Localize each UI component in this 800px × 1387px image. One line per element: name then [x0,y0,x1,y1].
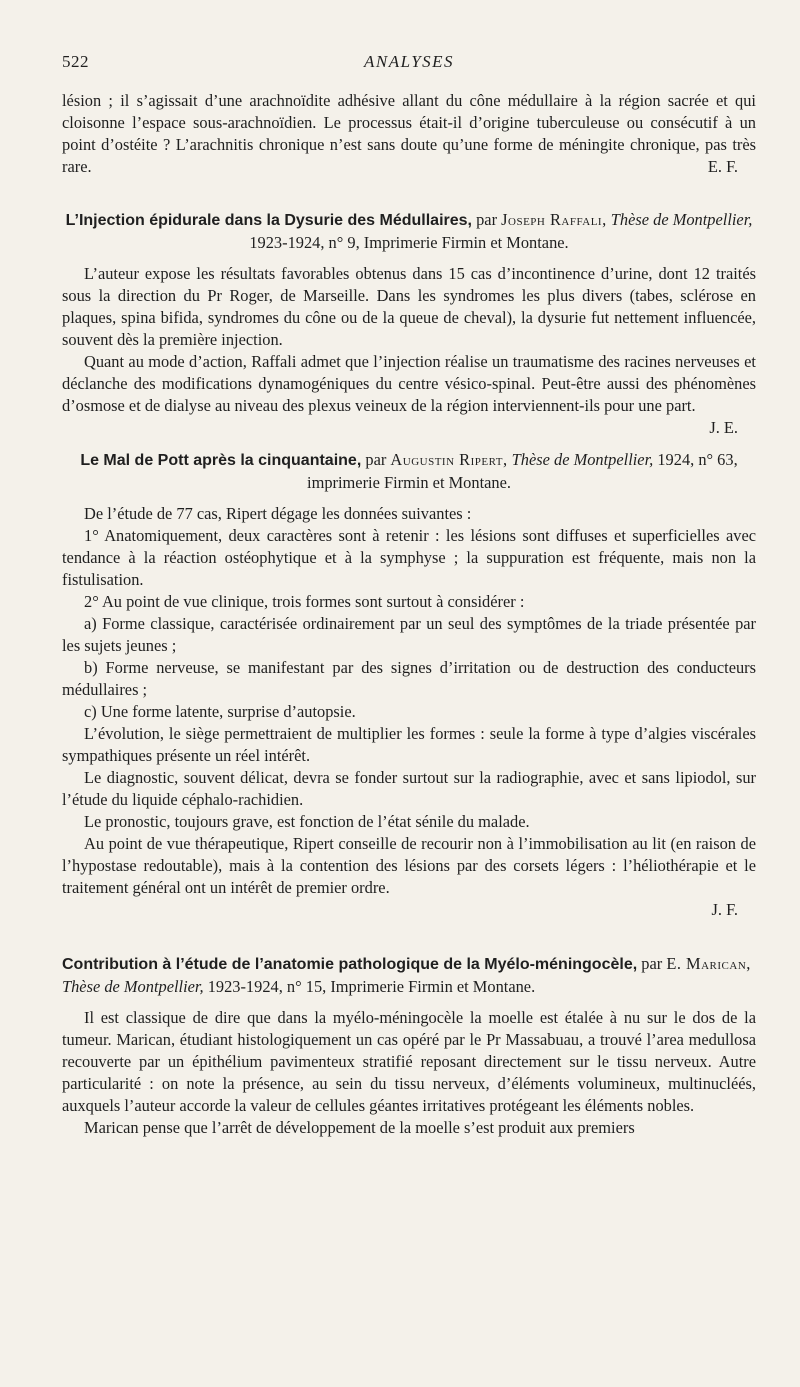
review-1-by: par [476,210,498,229]
intro-signature: E. F. [707,157,738,176]
intro-paragraph [62,90,756,178]
review-3-author: E. Marican, [666,954,751,973]
page-number: 522 [62,52,89,71]
review-3-paragraph: Marican pense que l’arrêt de développement de la moelle s’est produit aux premiers [84,1118,635,1137]
review-1-thesis: Thèse de Montpellier, [610,210,753,229]
review-2-paragraph: a) Forme classique, caractérisée ordinairement par un seul des symptômes de la triade présentée par les sujets jeunes ; [62,614,756,655]
review-2-signature: J. F. [711,900,738,919]
page-body [62,90,756,1139]
review-3-thesis: Thèse de Montpellier, [62,977,204,996]
review-2-paragraph: Le diagnostic, souvent délicat, devra se fonder surtout sur la radiographie, avec et sans lipiodol, sur l’étude du liquide céphalo-rachidien. [62,768,756,809]
review-2-by: par [365,450,387,469]
review-1-signature: J. E. [709,418,738,437]
review-2-paragraph: Le pronostic, toujours grave, est fonction de l’état sénile du malade. [84,812,530,831]
running-title: ANALYSES [363,52,455,71]
review-1-title: L’Injection épidurale dans la Dysurie des Médullaires, [65,212,472,229]
review-2-paragraph: De l’étude de 77 cas, Ripert dégage les données suivantes : [84,504,472,523]
review-2-paragraph: 1° Anatomiquement, deux caractères sont à retenir : les lésions sont diffuses et superficielles avec tendance à la réaction ostéophytique et à la symphyse ; la suppuration est fréquente, mais non la fistulisation. [62,526,756,589]
review-2-paragraph: c) Une forme latente, surprise d’autopsie. [84,702,356,721]
review-2-title: Le Mal de Pott après la cinquantaine, [80,452,362,469]
review-1-heading [62,209,756,254]
review-2-paragraph: 2° Au point de vue clinique, trois formes sont surtout à considérer : [84,592,525,611]
review-2-details: 1924, n° 63, imprimerie Firmin et Montane. [307,450,738,492]
review-2-thesis: Thèse de Montpellier, [511,450,654,469]
review-1-author: Joseph Raffali, [501,210,607,229]
review-3-title: Contribution à l’étude de l’anatomie pathologique de la Myélo-méningocèle, [62,956,638,973]
review-2-paragraph: L’évolution, le siège permettraient de multiplier les formes : seule la forme à type d’algies viscérales sympathiques présente un réel intérêt. [62,724,756,765]
review-3-heading [62,953,756,998]
review-2-author: Augustin Ripert, [390,450,508,469]
review-3-by: par [641,954,663,973]
review-3-details: 1923-1924, n° 15, Imprimerie Firmin et Montane. [207,977,536,996]
review-1-paragraph-text: Quant au mode d’action, Raffali admet que l’injection réalise un traumatisme des racines nerveuses et déclanche des modifications dynamogéniques du centre vésico-spinal. Peut-être aussi des phénomènes d’osmose et de dialyse au niveau des plexus veineux de la région interviennent-ils pour une part. [62,352,756,415]
review-1-details: 1923-1924, n° 9, Imprimerie Firmin et Montane. [249,233,569,252]
intro-text: lésion ; il s’agissait d’une arachnoïdite adhésive allant du cône médullaire à la région sacrée et qui cloisonne l’espace sous-arachnoïdien. Le processus était-il d’origine tuberculeuse ou consécutif à un point d’ostéite ? L’arachnitis chronique n’est sans doute qu’une forme de méningite chronique, pas très rare. [62,91,756,176]
review-3-paragraph: Il est classique de dire que dans la myélo-méningocèle la moelle est étalée à nu sur le dos de la tumeur. Marican, étudiant histologiquement un cas opéré par le Pr Massabuau, a trouvé l’area medullosa recouverte par un épithélium pavimenteux stratifié reposant directement sur le tissu nerveux. Autre particularité : on note la présence, au sein du tissu nerveux, d’éléments volumineux, multinucléés, auxquels l’auteur accorde la valeur de cellules géantes irritatives protégeant les éléments nobles. [62,1008,756,1115]
review-2-paragraph: Au point de vue thérapeutique, Ripert conseille de recourir non à l’immobilisation au lit (en raison de l’hypostase redoutable), mais à la contention des lésions par des corsets légers : l’héliothérapie et le traitement général ont un intérêt de premier ordre. [62,834,756,897]
review-1-paragraph [62,351,756,437]
running-head [62,52,756,78]
review-1-paragraph: L’auteur expose les résultats favorables obtenus dans 15 cas d’incontinence d’urine, dont 12 traités sous la direction du Pr Roger, de Marseille. Dans les syndromes les plus divers (tabes, sclérose en plaques, spina bifida, syndromes du cône ou de la queue de cheval), la dysurie fut nettement influencée, souvent dès la première injection. [62,264,756,349]
review-2-paragraph: b) Forme nerveuse, se manifestant par des signes d’irritation ou de destruction des conducteurs médullaires ; [62,658,756,699]
review-2-heading [62,449,756,494]
